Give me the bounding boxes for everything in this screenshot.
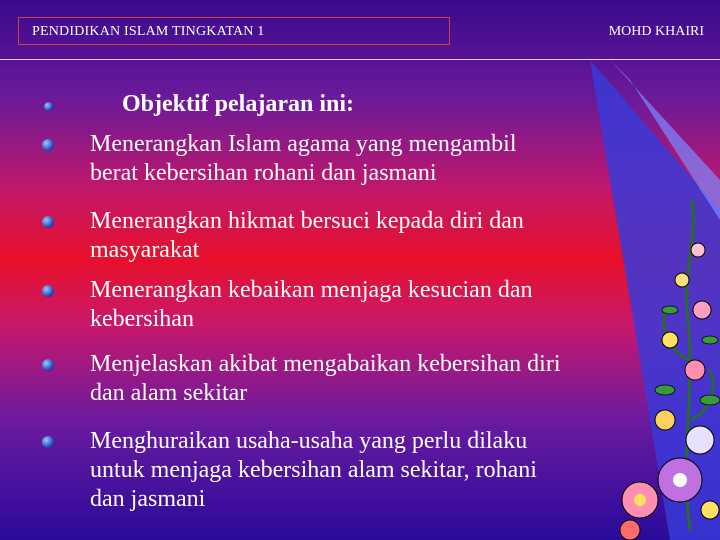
list-item-text: Menerangkan Islam agama yang mengambil berat kebersihan rohani dan jasmani [90, 131, 517, 186]
list-item-text: Menghuraikan usaha-usaha yang perlu dilaku untuk menjaga kebersihan alam sekitar, rohani dan jasmani [90, 428, 537, 512]
bullet-icon [42, 216, 54, 228]
bullet-icon [42, 359, 54, 371]
bullet-icon [42, 139, 54, 151]
list-item-text: Menerangkan kebaikan menjaga kesucian dan kebersihan [90, 277, 533, 332]
bullet-icon [42, 285, 54, 297]
list-item-text: Menjelaskan akibat mengabaikan kebersihan diri dan alam sekitar [90, 351, 561, 406]
bullet-icon [44, 102, 53, 111]
slide-title: Objektif pelajaran ini: [122, 91, 354, 117]
list-item-text: Menerangkan hikmat bersuci kepada diri dan masyarakat [90, 208, 524, 263]
header-author: MOHD KHAIRI [608, 24, 704, 39]
header-course-title: PENDIDIKAN ISLAM TINGKATAN 1 [32, 24, 265, 39]
bullet-icon [42, 436, 54, 448]
